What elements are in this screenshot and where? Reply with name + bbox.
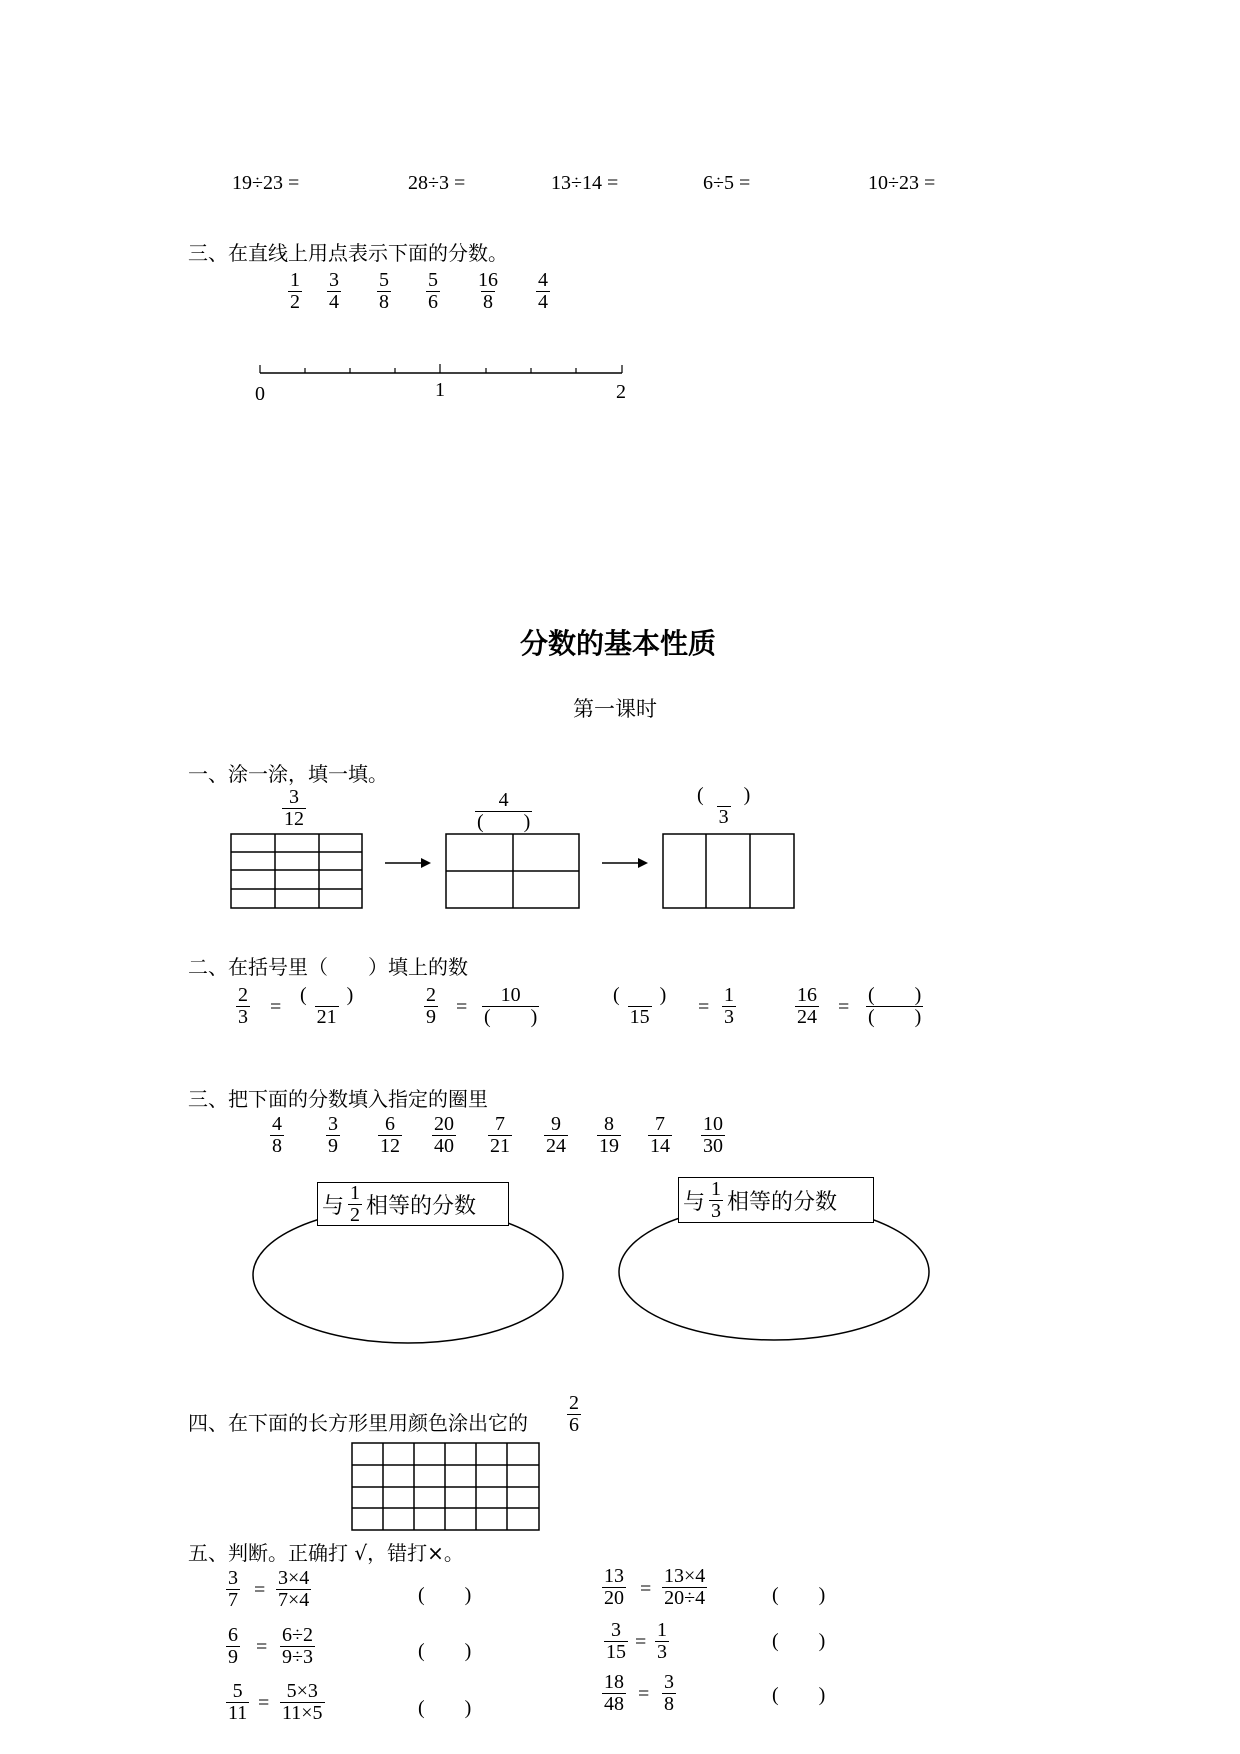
fraction: $\frac{5}{11}$ — [228, 1680, 248, 1724]
fraction: $\frac{3}{9}$ — [328, 1113, 338, 1157]
division-item: 19÷23 = — [232, 172, 300, 194]
answer-parens: ( ) — [772, 1584, 826, 1606]
fraction: $\frac{5}{8}$ — [379, 269, 389, 313]
fraction: $\frac{9}{24}$ — [546, 1113, 566, 1157]
fraction: $\frac{2}{9}$ — [426, 984, 436, 1028]
oval-half — [253, 1207, 563, 1343]
arrow-icon — [602, 858, 648, 868]
fraction: $\frac{6}{12}$ — [380, 1113, 400, 1157]
page-title: 分数的基本性质 — [520, 627, 717, 660]
equals-sign: = — [838, 996, 850, 1018]
answer-parens: ( ) — [772, 1684, 826, 1706]
section-heading: 三、在直线上用点表示下面的分数。 — [188, 241, 508, 265]
answer-parens: ( ) — [418, 1584, 472, 1606]
fraction: $\frac{5}{6}$ — [428, 269, 438, 313]
fraction: $\frac{1}{2}$ — [350, 1181, 361, 1226]
fraction: $\frac{16}{8}$ — [478, 269, 498, 313]
axis-label: 1 — [435, 379, 445, 401]
fraction: $\frac{18}{48}$ — [604, 1671, 624, 1715]
label-text: 相等的分数 — [366, 1193, 477, 1219]
coloring-grid — [348, 1440, 544, 1532]
axis-label: 0 — [255, 383, 265, 405]
fraction: $\frac{3}{15}$ — [606, 1619, 626, 1663]
fraction: $\frac{3}{12}$ — [284, 786, 304, 830]
fraction: $\frac{13}{20}$ — [604, 1565, 624, 1609]
fraction: $\frac{2}{3}$ — [238, 984, 248, 1028]
fraction: $\frac{3}{7}$ — [228, 1567, 238, 1611]
section-heading: 四、在下面的长方形里用颜色涂出它的 — [188, 1411, 528, 1435]
section-heading: 二、在括号里（ ）填上的数 — [188, 955, 468, 979]
axis-label: 2 — [616, 381, 626, 403]
fraction: $\frac{10}{30}$ — [703, 1113, 723, 1157]
division-item: 6÷5 = — [703, 172, 751, 194]
fraction: $\frac{1}{3}$ — [711, 1177, 722, 1222]
fraction: 10 ( ) — [484, 984, 538, 1028]
fraction: $\frac{4}{4}$ — [538, 269, 548, 313]
fraction: ( ) 15 — [613, 984, 667, 1028]
page-subtitle: 第一课时 — [573, 697, 657, 721]
fraction: $\frac{20}{40}$ — [434, 1113, 454, 1157]
fraction: $\frac{7}{21}$ — [490, 1113, 510, 1157]
fraction: $\frac{3}{4}$ — [329, 269, 339, 313]
fraction: $\frac{3}{8}$ — [664, 1671, 674, 1715]
fraction: ( ) ( ) — [868, 984, 922, 1028]
fraction: $\frac{2}{6}$ — [569, 1392, 579, 1436]
division-item: 28÷3 = — [408, 172, 466, 194]
fraction: ( ) 3 — [697, 784, 751, 828]
section-heading: 三、把下面的分数填入指定的圈里 — [188, 1087, 488, 1111]
number-line — [250, 355, 640, 405]
answer-parens: ( ) — [418, 1640, 472, 1662]
fraction: 4 ( ) — [477, 789, 531, 833]
equals-sign: = — [698, 996, 710, 1018]
fraction: $\frac{1}{3}$ — [657, 1619, 667, 1663]
equals-sign: = — [456, 996, 468, 1018]
fraction: $\frac{1}{3}$ — [724, 984, 734, 1028]
label-text: 与 — [322, 1193, 345, 1219]
label-text: 与 — [683, 1189, 706, 1215]
division-item: 10÷23 = — [868, 172, 936, 194]
label-half-equal — [317, 1182, 509, 1226]
section-heading: 五、判断。正确打 √，错打×。 — [188, 1541, 464, 1565]
fraction: $\frac{8}{19}$ — [599, 1113, 619, 1157]
fraction: $\frac{13\times 4}{20\div 4}$ — [664, 1565, 706, 1609]
answer-parens: ( ) — [772, 1630, 826, 1652]
label-text: 相等的分数 — [727, 1189, 838, 1215]
fraction: $\frac{16}{24}$ — [797, 984, 817, 1028]
fraction: $\frac{5\times 3}{11\times 5}$ — [282, 1680, 323, 1724]
fraction: $\frac{6\div 2}{9\div 3}$ — [282, 1624, 313, 1668]
fraction: $\frac{6}{9}$ — [228, 1624, 238, 1668]
equals-sign: = — [270, 996, 282, 1018]
arrow-icon — [385, 858, 431, 868]
section-heading: 一、涂一涂，填一填。 — [188, 762, 388, 786]
answer-parens: ( ) — [418, 1697, 472, 1719]
oval-third — [619, 1204, 929, 1340]
label-third-equal — [678, 1177, 874, 1223]
fraction: $\frac{7}{14}$ — [650, 1113, 670, 1157]
fraction-rectangles — [225, 825, 805, 915]
fraction: ( ) 21 — [300, 984, 354, 1028]
fraction: $\frac{3\times 4}{7\times 4}$ — [278, 1567, 310, 1611]
division-item: 13÷14 = — [551, 172, 619, 194]
fraction: $\frac{1}{2}$ — [290, 269, 300, 313]
fraction: $\frac{4}{8}$ — [272, 1113, 282, 1157]
